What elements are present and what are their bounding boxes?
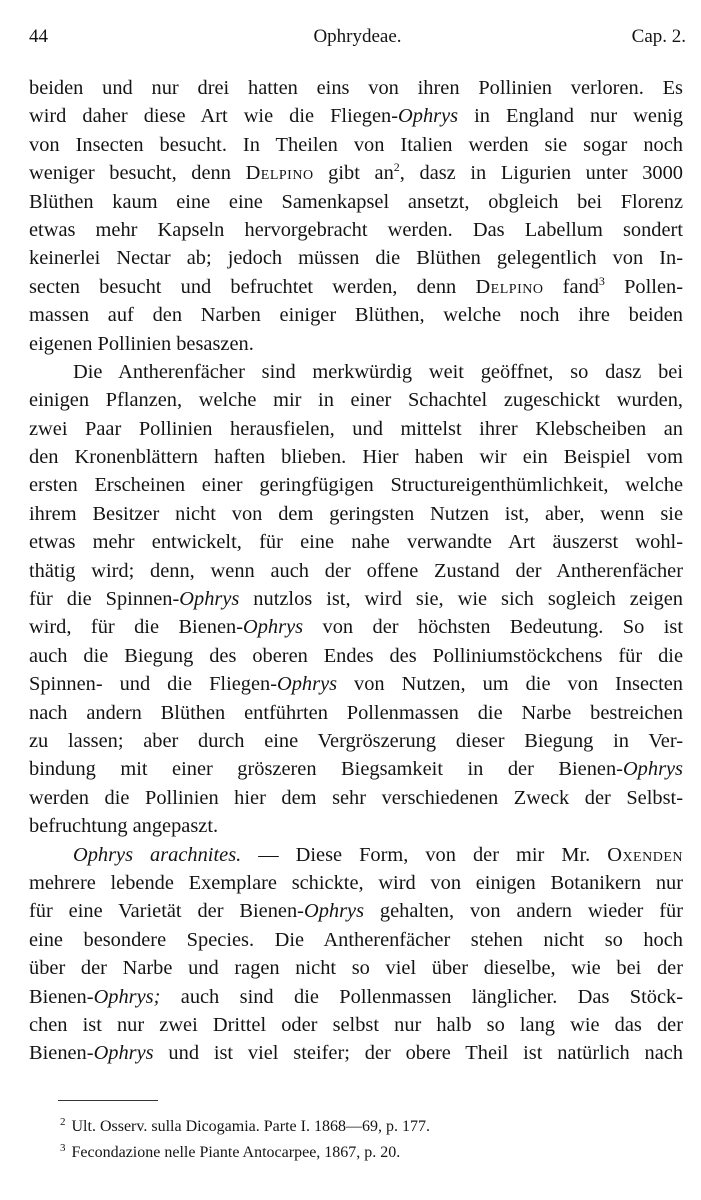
- text-run: gibt an: [313, 162, 394, 185]
- text-run: etwas mehr Kapseln hervorgebracht werden. Das Labellum sondert: [29, 218, 683, 241]
- text-run: mehrere lebende Exemplare schickte, wird von einigen Botanikern nur: [29, 871, 683, 894]
- italic-text: Ophrys arachnites.: [73, 843, 242, 866]
- text-line: [29, 188, 683, 216]
- text-run: nach andern Blüthen entführten Pollenmassen die Narbe bestreichen: [29, 701, 683, 724]
- text-run: zwei Paar Pollinien herausfielen, und mittelst ihrer Klebscheiben an: [29, 417, 683, 440]
- footnote-ref: 3: [598, 273, 605, 288]
- text-run: von der höchsten Bedeutung. So ist: [303, 616, 683, 639]
- text-line: [29, 727, 683, 755]
- text-line: [29, 471, 683, 499]
- text-line: [29, 897, 683, 925]
- text-line: [29, 784, 683, 812]
- text-run: auch sind die Pollenmassen länglicher. Das Stöck-: [160, 985, 683, 1008]
- text-run: eigenen Pollinien besaszen.: [29, 332, 254, 355]
- footnote-number: 3: [60, 1141, 66, 1154]
- text-run: wird daher diese Art wie die Fliegen-: [29, 105, 399, 128]
- italic-text: Ophrys;: [93, 985, 161, 1008]
- text-line: [29, 557, 683, 585]
- author-name: Oxenden: [607, 843, 683, 866]
- text-line: [29, 131, 683, 159]
- text-line: [29, 216, 683, 244]
- text-line: [29, 102, 683, 130]
- text-run: ihrem Besitzer nicht von dem geringsten Nutzen ist, aber, wenn sie: [29, 502, 683, 525]
- text-line: [29, 528, 683, 556]
- text-run: Bienen-: [29, 985, 94, 1008]
- footnote-text: Fecondazione nelle Piante Antocarpee, 1867, p. 20.: [71, 1144, 401, 1161]
- author-name: Delpino: [245, 162, 314, 185]
- text-run: massen auf den Narben einiger Blüthen, welche noch ihre beiden: [29, 304, 683, 327]
- text-run: über der Narbe und ragen nicht so viel über dieselbe, wie bei der: [29, 957, 683, 980]
- text-line: [29, 983, 683, 1011]
- text-line: [29, 670, 683, 698]
- running-title: Ophrydeae.: [313, 26, 402, 47]
- italic-text: Ophrys: [243, 616, 304, 639]
- text-run: Bienen-: [29, 1042, 94, 1065]
- text-run: von Nutzen, um die von Insecten: [337, 673, 683, 696]
- text-run: zu lassen; aber durch eine Vergröszerung dieser Biegung in Ver-: [29, 729, 683, 752]
- paragraph: [29, 74, 683, 358]
- text-line: [29, 755, 683, 783]
- italic-text: Ophrys: [303, 900, 365, 923]
- text-line: [29, 699, 683, 727]
- text-run: thätig wird; denn, wenn auch der offene Zustand der Antherenfächer: [29, 559, 683, 582]
- text-run: weniger besucht, denn: [29, 162, 246, 185]
- text-line: [29, 1039, 683, 1067]
- text-line: [29, 273, 683, 301]
- text-line: [29, 812, 683, 840]
- text-line: [29, 954, 683, 982]
- text-run: chen ist nur zwei Drittel oder selbst nur halb so lang wie das der: [29, 1013, 683, 1036]
- text-run: Die Antherenfächer sind merkwürdig weit geöffnet, so dasz bei: [73, 360, 683, 383]
- text-run: befruchtung angepaszt.: [29, 815, 219, 838]
- paragraph: [29, 841, 683, 1068]
- footnote-text: Ult. Osserv. sulla Dicogamia. Parte I. 1868—69, p. 177.: [71, 1118, 430, 1135]
- text-line: [29, 159, 683, 187]
- text-line: [29, 358, 683, 386]
- running-header: [29, 26, 686, 56]
- text-run: wird, für die Bienen-: [29, 616, 244, 639]
- text-line: [29, 301, 683, 329]
- footnote: [60, 1140, 620, 1166]
- italic-text: Ophrys: [398, 105, 459, 128]
- text-line: [29, 642, 683, 670]
- text-line: [29, 613, 683, 641]
- text-line: [29, 1011, 683, 1039]
- text-run: , dasz in Ligurien unter 3000: [399, 162, 683, 185]
- text-run: einigen Pflanzen, welche mir in einer Schachtel zugeschickt wurden,: [29, 389, 683, 412]
- text-run: ersten Erscheinen einer geringfügigen Structureigenthümlichkeit, welche: [29, 474, 683, 497]
- text-run: beiden und nur drei hatten eins von ihren Pollinien verloren. Es: [29, 77, 683, 99]
- text-line: [29, 841, 683, 869]
- text-run: keinerlei Nectar ab; jedoch müssen die Blüthen gelegentlich von In-: [29, 247, 683, 270]
- text-run: fand: [543, 275, 599, 298]
- text-run: von Insecten besucht. In Theilen von Italien werden sie sogar noch: [29, 133, 683, 156]
- text-run: werden die Pollinien hier dem sehr verschiedenen Zweck der Selbst-: [29, 786, 683, 809]
- footnote-ref: 2: [393, 160, 400, 175]
- text-run: und ist viel steifer; der obere Theil ist natürlich nach: [153, 1042, 683, 1065]
- text-run: gehalten, von andern wieder für: [364, 900, 684, 923]
- text-line: [29, 415, 683, 443]
- text-run: secten besucht und befruchtet werden, denn: [29, 275, 476, 298]
- text-run: auch die Biegung des oberen Endes des Polliniumstöckchens für die: [29, 644, 683, 667]
- text-run: in England nur wenig: [458, 105, 684, 128]
- text-run: für die Spinnen-: [29, 588, 180, 611]
- text-run: — Diese Form, von der mir Mr.: [241, 843, 608, 866]
- text-line: [29, 74, 683, 102]
- text-run: für eine Varietät der Bienen-: [29, 900, 304, 923]
- text-run: bindung mit einer gröszeren Biegsamkeit in der Bienen-: [29, 758, 623, 781]
- text-run: den Kronenblättern haften blieben. Hier haben wir ein Beispiel vom: [29, 446, 683, 469]
- footnote: [60, 1114, 620, 1140]
- footnote-number: 2: [60, 1115, 66, 1128]
- text-run: nutzlos ist, wird sie, wie sich sogleich zeigen: [239, 588, 683, 611]
- text-run: Blüthen kaum eine eine Samenkapsel ansetzt, obgleich bei Florenz: [29, 190, 683, 213]
- text-line: [29, 386, 683, 414]
- footnotes: [60, 1114, 620, 1166]
- text-run: eine besondere Species. Die Antherenfächer stehen nicht so hoch: [29, 928, 683, 951]
- footnote-rule: [58, 1100, 158, 1101]
- page-number: 44: [29, 26, 48, 47]
- italic-text: Ophrys: [93, 1042, 154, 1065]
- text-line: [29, 443, 683, 471]
- text-line: [29, 500, 683, 528]
- text-line: [29, 244, 683, 272]
- italic-text: Ophrys: [179, 588, 240, 611]
- text-line: [29, 330, 683, 358]
- text-run: Pollen-: [604, 275, 683, 298]
- text-line: [29, 869, 683, 897]
- author-name: Delpino: [475, 275, 544, 298]
- text-run: etwas mehr entwickelt, für eine nahe verwandte Art äuszerst wohl-: [29, 531, 683, 554]
- chapter-label: Cap. 2.: [631, 26, 686, 47]
- paragraph: [29, 358, 683, 841]
- italic-text: Ophrys: [622, 758, 683, 781]
- body-text: [29, 74, 683, 1068]
- italic-text: Ophrys: [277, 673, 338, 696]
- text-run: Spinnen- und die Fliegen-: [29, 673, 278, 696]
- text-line: [29, 585, 683, 613]
- text-line: [29, 926, 683, 954]
